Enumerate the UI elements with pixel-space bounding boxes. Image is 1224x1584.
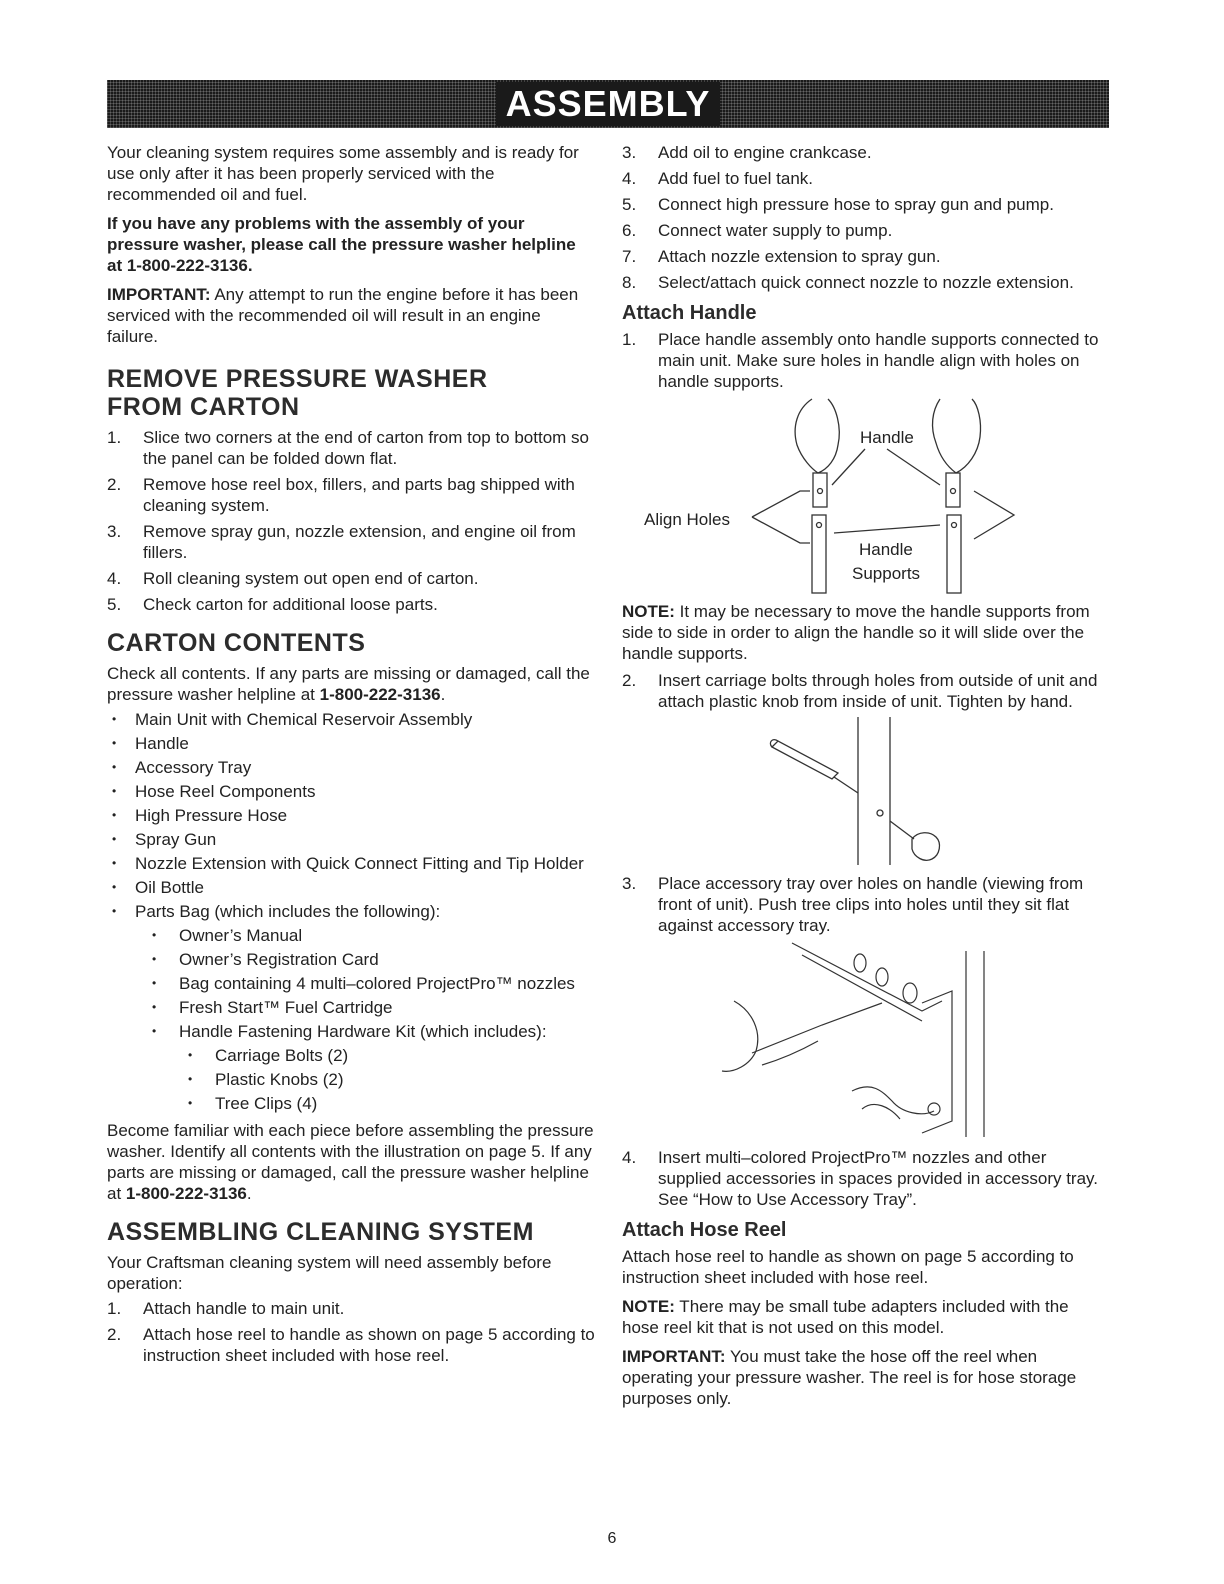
step-number: 2. [107,475,122,494]
step-number: 5. [622,195,637,214]
step-number: 4. [107,569,122,588]
step-text: Roll cleaning system out open end of carton. [143,569,479,588]
list-item [107,1324,595,1366]
handle-steps-2 [622,670,1110,712]
note-paragraph [622,601,1110,664]
assembling-steps-cont [622,142,1110,293]
list-item [622,670,1110,712]
handle-steps-4 [622,1147,1110,1210]
handle-steps-3 [622,873,1110,936]
list-item: • Handle [107,733,595,754]
important-text: You must take the hose off the reel when operating your pressure washer. The reel is for hose storage purposes only. [622,1347,1077,1408]
step-text: Attach hose reel to handle as shown on page 5 according to instruction sheet included with hose reel. [143,1325,595,1365]
right-support [947,515,961,593]
remove-steps-list [107,427,595,615]
left-column [107,142,595,1372]
left-handle-tube [813,473,827,507]
contents-list [107,709,595,1114]
step-number: 2. [107,1325,122,1344]
fig-label-handle: Handle [860,428,914,447]
note2-paragraph [622,1296,1110,1338]
step-text: Connect water supply to pump. [658,221,893,240]
important-label: IMPORTANT: [107,285,211,304]
contents-intro [107,663,595,705]
step-text: Insert carriage bolts through holes from outside of unit and attach plastic knob from inside of unit. Tighten by hand. [658,671,1098,711]
list-item [107,568,595,589]
step-number: 4. [622,1148,637,1167]
contents-heading: CARTON CONTENTS [107,629,366,657]
period: . [440,685,446,704]
step-text: Attach handle to main unit. [143,1299,345,1318]
accessory-tray-figure [622,941,1110,1141]
step-text: Add fuel to fuel tank. [658,169,813,188]
left-support [812,515,826,593]
page-number: 6 [607,1530,617,1547]
list-item [622,272,1110,293]
step-number: 3. [107,522,122,541]
handle-arrow-left [832,449,865,485]
list-item: • High Pressure Hose [107,805,595,826]
helpline-notice: If you have any problems with the assembly of your pressure washer, please call the pressure washer helpline at 1-800-222-3136. [107,214,576,275]
list-item: • Owner’s Manual [107,925,595,946]
accessory-tray-illustration [792,943,942,1021]
list-item: • Owner’s Registration Card [107,949,595,970]
step-text: Connect high pressure hose to spray gun and pump. [658,195,1054,214]
step-text: Remove hose reel box, fillers, and parts bag shipped with cleaning system. [143,475,575,515]
assembling-heading: ASSEMBLING CLEANING SYSTEM [107,1218,534,1246]
list-item [622,220,1110,241]
list-item: • Hose Reel Components [107,781,595,802]
supports-arrow [834,525,940,533]
list-item [622,194,1110,215]
handle-alignment-figure [622,397,1110,595]
assembling-intro: Your Craftsman cleaning system will need assembly before operation: [107,1253,552,1293]
align-holes-arrow [752,491,810,543]
hole [952,523,957,528]
step-text: Remove spray gun, nozzle extension, and engine oil from fillers. [143,522,576,562]
note-label: NOTE: [622,1297,675,1316]
carriage-bolt-illustration [772,741,838,779]
list-item: • Handle Fastening Hardware Kit (which includes): [107,1021,595,1042]
step-number: 5. [107,595,122,614]
plastic-knob-illustration [912,833,939,861]
list-item [622,329,1110,392]
list-item: • Plastic Knobs (2) [107,1069,595,1090]
list-item: • Nozzle Extension with Quick Connect Fitting and Tip Holder [107,853,595,874]
hole [817,523,822,528]
step-number: 1. [107,428,122,447]
helpline-phone: 1-800-222-3136 [125,1184,247,1203]
list-item [107,474,595,516]
helpline-phone: 1-800-222-3136 [319,685,441,704]
list-item: • Bag containing 4 multi–colored ProjectPro™ nozzles [107,973,595,994]
left-hand-illustration [795,399,839,473]
list-item [622,168,1110,189]
handle-arrow-right [887,449,940,485]
right-handle-tube [946,473,960,507]
section-banner [107,80,1109,128]
step-number: 1. [107,1299,122,1318]
important-label: IMPORTANT: [622,1347,726,1366]
hole [951,489,956,494]
list-item: • Tree Clips (4) [107,1093,595,1114]
list-item [622,1147,1110,1210]
right-column [622,142,1110,1417]
step-number: 6. [622,221,637,240]
attach-handle-heading: Attach Handle [622,302,757,324]
remove-heading-line2: FROM CARTON [107,393,300,421]
step-text: Select/attach quick connect nozzle to nozzle extension. [658,273,1074,292]
important2-paragraph [622,1346,1110,1409]
hose-reel-paragraph: Attach hose reel to handle as shown on page 5 according to instruction sheet included with hose reel. [622,1247,1074,1287]
fig-label-handle-supports-1: Handle [859,540,913,559]
section-title: ASSEMBLY [496,82,721,126]
note-text: It may be necessary to move the handle supports from side to side in order to align the handle so it will slide over the handle supports. [622,602,1090,663]
attach-hose-reel-heading: Attach Hose Reel [622,1219,787,1241]
step-number: 7. [622,247,637,266]
step-text: Place accessory tray over holes on handle (viewing from front of unit). Push tree clips into holes until they sit flat against accessory tray. [658,874,1084,935]
fig-label-align-holes: Align Holes [644,510,730,529]
list-item: • Oil Bottle [107,877,595,898]
period: . [246,1184,252,1203]
hand-illustration [722,1001,758,1071]
step-number: 3. [622,143,637,162]
right-hand-illustration [933,399,981,473]
list-item [622,142,1110,163]
important-text: Any attempt to run the engine before it has been serviced with the recommended oil will result in an engine failure. [107,285,579,346]
assembling-steps-list [107,1298,595,1366]
contents-intro-text: Check all contents. If any parts are missing or damaged, call the pressure washer helpline at [107,664,590,704]
important-notice [107,284,595,347]
note-label: NOTE: [622,602,675,621]
step-number: 8. [622,273,637,292]
step-text: Insert multi–colored ProjectPro™ nozzles and other supplied accessories in spaces provided in accessory tray. See “How to Use Accessory Tray”. [658,1148,1099,1209]
right-align-arrow [974,491,1014,539]
remove-heading [107,365,595,421]
list-item: • Main Unit with Chemical Reservoir Assembly [107,709,595,730]
list-item [107,521,595,563]
step-number: 2. [622,671,637,690]
list-item [622,246,1110,267]
step-text: Check carton for additional loose parts. [143,595,438,614]
step-number: 3. [622,874,637,893]
list-item [622,873,1110,936]
list-item: • Parts Bag (which includes the following): [107,901,595,922]
list-item [107,1298,595,1319]
familiar-text: Become familiar with each piece before assembling the pressure washer. Identify all contents with the illustration on page 5. If any parts are missing or damaged, call the pressure washer helpline at [107,1121,594,1203]
list-item: • Spray Gun [107,829,595,850]
list-item: • Carriage Bolts (2) [107,1045,595,1066]
step-text: Attach nozzle extension to spray gun. [658,247,941,266]
familiar-paragraph [107,1120,595,1204]
step-text: Add oil to engine crankcase. [658,143,872,162]
list-item: • Accessory Tray [107,757,595,778]
list-item [107,594,595,615]
step-text: Place handle assembly onto handle supports connected to main unit. Make sure holes in handle align with holes on handle supports. [658,330,1099,391]
note-text: There may be small tube adapters included with the hose reel kit that is not used on this model. [622,1297,1069,1337]
fig-label-handle-supports-2: Supports [852,564,921,583]
carriage-bolt-figure [622,717,1110,867]
list-item [107,427,595,469]
handle-steps-1 [622,329,1110,392]
intro-paragraph: Your cleaning system requires some assembly and is ready for use only after it has been properly serviced with the recommended oil and fuel. [107,143,579,204]
step-text: Slice two corners at the end of carton from top to bottom so the panel can be folded down flat. [143,428,590,468]
list-item: • Fresh Start™ Fuel Cartridge [107,997,595,1018]
step-number: 1. [622,330,637,349]
hole [818,489,823,494]
remove-heading-line1: REMOVE PRESSURE WASHER [107,365,488,393]
step-number: 4. [622,169,637,188]
